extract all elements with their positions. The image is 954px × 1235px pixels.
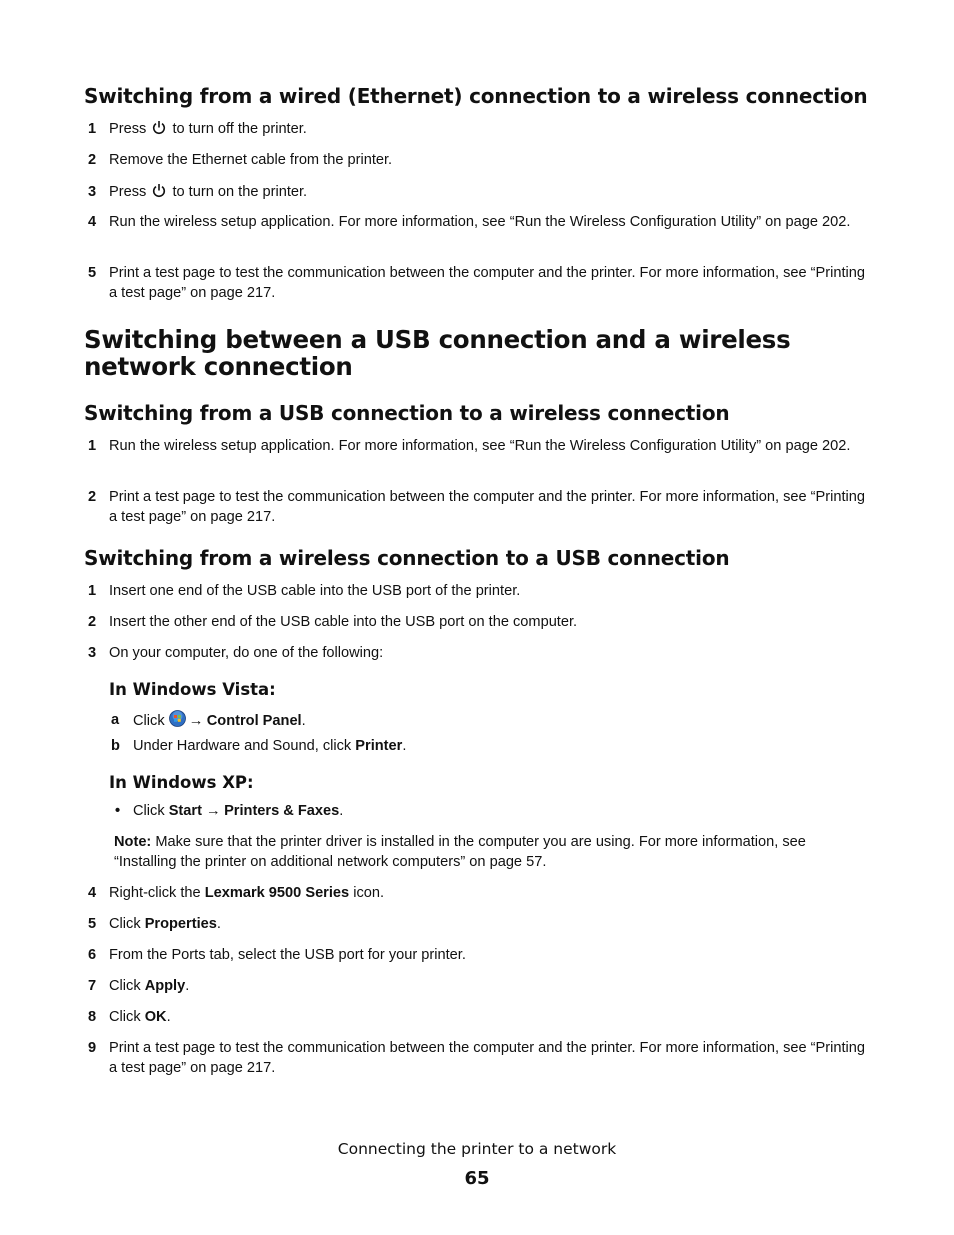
list-item [84, 945, 874, 965]
list-item [84, 182, 874, 202]
list-item [84, 1007, 874, 1027]
apply-label: Apply [144, 978, 186, 994]
step-text: Run the wireless setup application. For more information, see “Run the Wireless Configuration Utility” on page 202. [109, 214, 851, 230]
step-text: Click [109, 978, 141, 994]
printers-faxes-label: Printers & Faxes [224, 803, 340, 819]
printer-label: Printer [355, 738, 403, 754]
step-text: Press [109, 184, 147, 200]
list-item [109, 801, 869, 821]
step-letter: a [111, 712, 120, 728]
punctuation: . [216, 916, 221, 932]
step-text: to turn off the printer. [172, 121, 307, 137]
step-number: 5 [88, 916, 97, 932]
step-number: 3 [88, 645, 97, 661]
punctuation: . [166, 1009, 171, 1025]
windows-start-orb-icon [169, 710, 186, 727]
footer-chapter-title: Connecting the printer to a network [337, 1140, 617, 1158]
ok-label: OK [144, 1009, 167, 1025]
step-number: 2 [88, 152, 97, 168]
step-letter: b [111, 738, 120, 754]
step-text: Insert the other end of the USB cable into the USB port on the computer. [109, 614, 578, 630]
note [114, 833, 869, 872]
step-number: 9 [88, 1040, 97, 1056]
section-heading-usb-to-wireless: Switching from a USB connection to a wireless connection [84, 401, 730, 425]
arrow-icon: → [188, 713, 204, 729]
step-text: From the Ports tab, select the USB port for your printer. [109, 947, 466, 963]
step-text: to turn on the printer. [172, 184, 308, 200]
list-item [84, 436, 874, 456]
punctuation: . [339, 803, 344, 819]
step-text: Click [109, 916, 141, 932]
step-text: Right-click the [109, 885, 201, 901]
step-text: Click [109, 1009, 141, 1025]
step-number: 2 [88, 489, 97, 505]
list-item [84, 263, 874, 303]
step-number: 3 [88, 184, 97, 200]
page-number: 65 [464, 1168, 490, 1189]
step-number: 6 [88, 947, 97, 963]
list-item [84, 581, 874, 601]
step-text: Under Hardware and Sound, click [133, 738, 352, 754]
step-text: Insert one end of the USB cable into the USB port of the printer. [109, 583, 521, 599]
list-item [109, 736, 869, 756]
subheading-windows-vista: In Windows Vista: [109, 680, 276, 699]
list-item [84, 119, 874, 139]
step-number: 5 [88, 265, 97, 281]
lexmark-series-label: Lexmark 9500 Series [204, 885, 350, 901]
list-item [84, 976, 874, 996]
step-number: 1 [88, 583, 97, 599]
punctuation: . [301, 713, 306, 729]
punctuation: . [185, 978, 190, 994]
list-item [84, 643, 874, 663]
step-number: 4 [88, 885, 97, 901]
step-number: 7 [88, 978, 97, 994]
arrow-icon: → [206, 803, 221, 819]
note-text: Make sure that the printer driver is installed in the computer you are using. For more information, see “Installing the printer on additional network computers” on page 57. [114, 834, 806, 870]
section-heading-wired-to-wireless: Switching from a wired (Ethernet) connection to a wireless connection [84, 84, 868, 108]
subheading-windows-xp: In Windows XP: [109, 773, 254, 792]
step-text: Click [133, 713, 165, 729]
list-item [84, 1038, 874, 1078]
list-item [84, 914, 874, 934]
power-icon [152, 120, 166, 135]
list-item [84, 212, 874, 232]
step-text: Print a test page to test the communication between the computer and the printer. For more information, see “Printing a test page” on page 217. [109, 489, 866, 525]
section-heading-wireless-to-usb: Switching from a wireless connection to a USB connection [84, 546, 730, 570]
step-text: Print a test page to test the communication between the computer and the printer. For more information, see “Printing a test page” on page 217. [109, 1040, 866, 1076]
step-text: Run the wireless setup application. For more information, see “Run the Wireless Configuration Utility” on page 202. [109, 438, 851, 454]
step-number: 4 [88, 214, 97, 230]
list-item [84, 883, 874, 903]
step-text: On your computer, do one of the following: [109, 645, 384, 661]
step-number: 8 [88, 1009, 97, 1025]
start-label: Start [168, 803, 202, 819]
list-item [109, 710, 869, 731]
list-item [84, 612, 874, 632]
properties-label: Properties [144, 916, 217, 932]
note-label: Note: [114, 834, 152, 850]
list-item [84, 487, 874, 527]
step-text: Click [133, 803, 165, 819]
control-panel-label: Control Panel [206, 713, 302, 729]
step-number: 1 [88, 438, 97, 454]
step-number: 2 [88, 614, 97, 630]
step-text: icon. [353, 885, 385, 901]
step-number: 1 [88, 121, 97, 137]
punctuation: . [402, 738, 407, 754]
step-text: Remove the Ethernet cable from the printer. [109, 152, 393, 168]
step-text: Print a test page to test the communication between the computer and the printer. For more information, see “Printing a test page” on page 217. [109, 265, 866, 301]
main-heading: Switching between a USB connection and a wireless network connection [84, 325, 791, 381]
list-item [84, 150, 874, 170]
step-text: Press [109, 121, 147, 137]
power-icon [152, 183, 166, 198]
bullet-icon: • [115, 803, 121, 819]
